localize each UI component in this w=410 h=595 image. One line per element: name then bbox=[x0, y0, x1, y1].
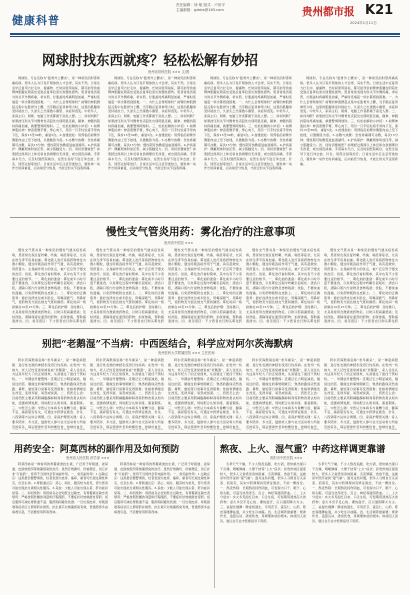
article-col: 阿尔茨海默病俗称“老年痴呆”，是一种起病隐匿、进行性发展的神经系统退行性疾病。在贵州一些地方，老人记性变差常被说成“老鹅湿”，家人往往认为这是年纪大了的正常现象，从而错过了最佳干预时机。一、早期信号要警惕：近期记忆力明显减退，刚说过的话、刚做过的事转眼就忘；熟悉的路线突然迷路；算账、做饭等日常事务变得困难；性格和情绪发生改变，变得多疑、易怒或淡漠。二、西医怎么治：目前西医主要采用胆碱酯酶抑制剂等药物改善认知功能，延缓病情进展，同时配合认知训练、康复锻炼。三、中医怎么调：中医认为本病多与肾精亏虚、髓海不足、痰瘀阻窍有关，可通过中药辨证施治、针灸、八段锦等方法综合调理。四、家庭护理很关键：家人要多陪伴、多交流，鼓励老人参与社交活动和力所能及的家务，保证规律作息和均衡饮食，控制好血压、 bbox=[90, 358, 164, 429]
article-byline-tennis-elbow: 贵州省骨科医院 ××× 文/图 bbox=[148, 70, 190, 74]
page-number: K21 bbox=[365, 3, 394, 18]
article-col: 阿尔茨海默病俗称“老年痴呆”，是一种起病隐匿、进行性发展的神经系统退行性疾病。在贵州一些地方，老人记性变差常被说成“老鹅湿”，家人往往认为这是年纪大了的正常现象，从而错过了最佳干预时机。一、早期信号要警惕：近期记忆力明显减退，刚说过的话、刚做过的事转眼就忘；熟悉的路线突然迷路；算账、做饭等日常事务变得困难；性格和情绪发生改变，变得多疑、易怒或淡漠。二、西医怎么治：目前西医主要采用胆碱酯酶抑制剂等药物改善认知功能，延缓病情进展，同时配合认知训练、康复锻炼。三、中医怎么调：中医认为本病多与肾精亏虚、髓海不足、痰瘀阻窍有关，可通过中药辨证施治、针灸、八段锦等方法综合调理。四、家庭护理很关键：家人要多陪伴、多交流，鼓励老人参与社交活动和力所能及的家务，保证规律作息和均衡饮食，控制好血压、 bbox=[324, 358, 398, 429]
article-col: 阿尔茨海默病俗称“老年痴呆”，是一种起病隐匿、进行性发展的神经系统退行性疾病。在贵州一些地方，老人记性变差常被说成“老鹅湿”，家人往往认为这是年纪大了的正常现象，从而错过了最佳干预时机。一、早期信号要警惕：近期记忆力明显减退，刚说过的话、刚做过的事转眼就忘；熟悉的路线突然迷路；算账、做饭等日常事务变得困难；性格和情绪发生改变，变得多疑、易怒或淡漠。二、西医怎么治：目前西医主要采用胆碱酯酶抑制剂等药物改善认知功能，延缓病情进展，同时配合认知训练、康复锻炼。三、中医怎么调：中医认为本病多与肾精亏虚、髓海不足、痰瘀阻窍有关，可通过中药辨证施治、针灸、八段锦等方法综合调理。四、家庭护理很关键：家人要多陪伴、多交流，鼓励老人参与社交活动和力所能及的家务，保证规律作息和均衡饮食，控制好血压、 bbox=[12, 358, 86, 429]
article-byline-tcm: 贵阳市中医医院 ××× bbox=[270, 456, 303, 460]
section-divider bbox=[10, 328, 400, 329]
article-col: 冬季天气干燥，不少人熬夜追剧、吃火锅，很快就出现口干舌燥、咽喉肿痛、大便干结等“上火”症状；而贵州地区湿度较大，很多人又常感觉身体困重、舌苔厚腻、食欲不振，这就是中医所说的“湿气重”。面对这些问题，很多人习惯自行买凉茶、泡菊花，其实中药调理讲究辨证施治，不能一概而论。一、熬夜伤阴：长期熬夜耗伤阴血，可表现为口干、眼干、心烦失眠，可适当选用麦冬、百合、枸杞等滋阴养血。二、上火分虚实：实火多见面红目赤、口舌生疮，可短期用清热泻火的药物；虚火多见手足心热、潮热盗汗，应以滋阴降火为主。三、祛湿先健脾：脾虚则湿生，可用茯苓、薏苡仁、山药、陈皮等健脾祛湿，并少吃生冷油腻。四、生活调养最重要：规律作息、适量运动、清淡饮食，是调理体质的根本。体质因人而异，建议在专业中医师指导下用药。 bbox=[312, 462, 398, 523]
article-col: 阿莫西林是一种常用的青霉素类抗生素，广泛用于呼吸道、泌尿道、皮肤软组织等细菌感染的治疗。虽然疗效确切、价格便宜，但它并非“万能药”，使用不当同样会带来副作用。一、常见副作用：1.过敏反应：这是最需要警惕的，轻者表现为皮疹、瘙痒，重者可出现过敏性休克，危及生命。2.胃肠道反应：恶心、呕吐、腹泻较为常见，部分患者可能出现抗生素相关性腹泻。3.其他：少数人可能出现头晕、肝功能异常等。二、如何预防：用药前务必告知医生过敏史，有青霉素过敏史者禁用；严格按照医嘱的剂量和疗程服药，不要症状好转就擅自停药；饭后服用可减轻胃肠道不适；服药期间避免饮酒；一旦出现皮疹、呼吸困难等症状应立即停药并就医。抗生素只对细菌感染有效，普通感冒多由病毒引起，不需要使用阿莫西林。 bbox=[12, 462, 108, 514]
article-col: 慢性支气管炎是一种常见的慢性气道炎症性疾病，患者常出现反复咳嗽、咳痰、喘息等症状，尤其在秋冬季节容易加重。雾化吸入治疗是将药物转化为微小颗粒，通过呼吸直接作用于气道，具有起效快、用药量小、全身副作用少的优点，被广泛应用于慢支的治疗。但是，雾化治疗看似简单，其中也有不少需要注意的细节。一、雾化前的准备：雾化前半小时尽量不要进食，以免雾化过程中咳嗽引起呕吐；清洁口腔，清除口腔内分泌物及食物残渣；洗脸，不要抹油性面霜，以免药物吸附在皮肤上。二、雾化时的正确姿势：最好选择坐位或半卧位，用嘴深吸气、用鼻呼气，使药物充分到达细支气管和肺部。雾化时间一般控制在10至15分钟。三、雾化后的护理：及时漱口，尤其是使用含激素类药物后，以防口腔真菌感染；及时洗脸，清除残留在面部的药物；拍背排痰，帮助痰液排出。四、常见误区：不少患者自行购买雾化药 bbox=[168, 248, 242, 324]
article-byline-amoxicillin: 贵州省人民医院 药学部 ××× bbox=[66, 456, 110, 460]
article-byline-alzheimers: 贵州医科大学附属医院 ××× 主任医师 bbox=[158, 351, 215, 355]
page-header bbox=[0, 0, 410, 36]
article-col: 网球肘，专业名称为“肱骨外上髁炎”，是一种常见的肘部疼痛疾病。很多人认为只有打网球的人才会得，其实不然。日常生活中反复用力拧毛巾、提重物、长时间使用鼠标，都可能导致前臂伸肌腱在附着处受到反复牵拉而出现慢性损伤。患者常常表现为肘关节外侧疼痛，拿东西、拧瓶盖时疼痛明显加重，严重时连端起一杯水都感到困难。一、为什么会得网球肘？前臂的伸肌群起点集中在肱骨外上髁，当手腕反复背伸用力时，这里的肌腱承受持续拉力，久而久之出现微小撕裂、炎症和退变。中老年人、家庭主妇、厨师、电脑工作者都属于高发人群。二、如何判断？如果按压肘关节外侧骨性突起处出现明显压痛，握拳、伸腕抗阻时疼痛加重，就要警惕网球肘。三、轻松松解的小妙招：1.前臂伸肌拉伸：伸直患侧手臂，掌心向下，用另一只手轻轻将手背向下压，保持15至30秒，重复5次。2.按揉放松：用拇指沿前臂外侧肌肉由上至下按揉，以微酸胀为度。3.冰敷与热敷：急性疼痛期可冰敷，每次15分钟；慢性期可热敷促进血液循环。4.护具保护：佩戴网球肘加压带，减少肌腱受力。四、何时需要就医？如果经过两周以上休息和自我调理仍无改善，或出现夜间痛、手部麻木无力，应及时到医院就诊，在医生指导下进行冲击波、针灸、局部注射等治疗。日常生活中应注意劳逸结合，避免单一动作长时间重复，运动前充分热身，才能让肘关节远离疼痛。 bbox=[300, 76, 398, 166]
article-byline-bronchitis: 贵州省中医院 ××× bbox=[164, 241, 194, 245]
article-title-alzheimers: 别把“老鹅湿”不当病：中西医结合，科学应对阿尔茨海默病 bbox=[42, 339, 293, 350]
article-col: 慢性支气管炎是一种常见的慢性气道炎症性疾病，患者常出现反复咳嗽、咳痰、喘息等症状，尤其在秋冬季节容易加重。雾化吸入治疗是将药物转化为微小颗粒，通过呼吸直接作用于气道，具有起效快、用药量小、全身副作用少的优点，被广泛应用于慢支的治疗。但是，雾化治疗看似简单，其中也有不少需要注意的细节。一、雾化前的准备：雾化前半小时尽量不要进食，以免雾化过程中咳嗽引起呕吐；清洁口腔，清除口腔内分泌物及食物残渣；洗脸，不要抹油性面霜，以免药物吸附在皮肤上。二、雾化时的正确姿势：最好选择坐位或半卧位，用嘴深吸气、用鼻呼气，使药物充分到达细支气管和肺部。雾化时间一般控制在10至15分钟。三、雾化后的护理：及时漱口，尤其是使用含激素类药物后，以防口腔真菌感染；及时洗脸，清除残留在面部的药物；拍背排痰，帮助痰液排出。四、常见误区：不少患者自行购买雾化药 bbox=[246, 248, 320, 324]
header-rule-thin bbox=[10, 36, 400, 37]
article-col: 冬季天气干燥，不少人熬夜追剧、吃火锅，很快就出现口干舌燥、咽喉肿痛、大便干结等“上火”症状；而贵州地区湿度较大，很多人又常感觉身体困重、舌苔厚腻、食欲不振，这就是中医所说的“湿气重”。面对这些问题，很多人习惯自行买凉茶、泡菊花，其实中药调理讲究辨证施治，不能一概而论。一、熬夜伤阴：长期熬夜耗伤阴血，可表现为口干、眼干、心烦失眠，可适当选用麦冬、百合、枸杞等滋阴养血。二、上火分虚实：实火多见面红目赤、口舌生疮，可短期用清热泻火的药物；虚火多见手足心热、潮热盗汗，应以滋阴降火为主。三、祛湿先健脾：脾虚则湿生，可用茯苓、薏苡仁、山药、陈皮等健脾祛湿，并少吃生冷油腻。四、生活调养最重要：规律作息、适量运动、清淡饮食，是调理体质的根本。体质因人而异，建议在专业中医师指导下用药。 bbox=[220, 462, 306, 523]
article-col: 阿尔茨海默病俗称“老年痴呆”，是一种起病隐匿、进行性发展的神经系统退行性疾病。在贵州一些地方，老人记性变差常被说成“老鹅湿”，家人往往认为这是年纪大了的正常现象，从而错过了最佳干预时机。一、早期信号要警惕：近期记忆力明显减退，刚说过的话、刚做过的事转眼就忘；熟悉的路线突然迷路；算账、做饭等日常事务变得困难；性格和情绪发生改变，变得多疑、易怒或淡漠。二、西医怎么治：目前西医主要采用胆碱酯酶抑制剂等药物改善认知功能，延缓病情进展，同时配合认知训练、康复锻炼。三、中医怎么调：中医认为本病多与肾精亏虚、髓海不足、痰瘀阻窍有关，可通过中药辨证施治、针灸、八段锦等方法综合调理。四、家庭护理很关键：家人要多陪伴、多交流，鼓励老人参与社交活动和力所能及的家务，保证规律作息和均衡饮食，控制好血压、 bbox=[246, 358, 320, 429]
article-col: 慢性支气管炎是一种常见的慢性气道炎症性疾病，患者常出现反复咳嗽、咳痰、喘息等症状，尤其在秋冬季节容易加重。雾化吸入治疗是将药物转化为微小颗粒，通过呼吸直接作用于气道，具有起效快、用药量小、全身副作用少的优点，被广泛应用于慢支的治疗。但是，雾化治疗看似简单，其中也有不少需要注意的细节。一、雾化前的准备：雾化前半小时尽量不要进食，以免雾化过程中咳嗽引起呕吐；清洁口腔，清除口腔内分泌物及食物残渣；洗脸，不要抹油性面霜，以免药物吸附在皮肤上。二、雾化时的正确姿势：最好选择坐位或半卧位，用嘴深吸气、用鼻呼气，使药物充分到达细支气管和肺部。雾化时间一般控制在10至15分钟。三、雾化后的护理：及时漱口，尤其是使用含激素类药物后，以防口腔真菌感染；及时洗脸，清除残留在面部的药物；拍背排痰，帮助痰液排出。四、常见误区：不少患者自行购买雾化药 bbox=[90, 248, 164, 324]
article-col: 网球肘，专业名称为“肱骨外上髁炎”，是一种常见的肘部疼痛疾病。很多人认为只有打网球的人才会得，其实不然。日常生活中反复用力拧毛巾、提重物、长时间使用鼠标，都可能导致前臂伸肌腱在附着处受到反复牵拉而出现慢性损伤。患者常常表现为肘关节外侧疼痛，拿东西、拧瓶盖时疼痛明显加重，严重时连端起一杯水都感到困难。一、为什么会得网球肘？前臂的伸肌群起点集中在肱骨外上髁，当手腕反复背伸用力时，这里的肌腱承受持续拉力，久而久之出现微小撕裂、炎症和退变。中老年人、家庭主妇、厨师、电脑工作者都属于高发人群。二、如何判断？如果按压肘关节外侧骨性突起处出现明显压痛，握拳、伸腕抗阻时疼痛加重，就要警惕网球肘。三、轻松松解的小妙招：1.前臂伸肌拉伸：伸直患侧手臂，掌心向下，用另一只手轻轻将手背向下压，保持15至30秒，重复5次。2.按揉放松：用拇指沿前臂外侧肌肉由上至下按揉，以微酸胀为度。3.冰敷与热敷：急性疼痛期可冰敷，每次15分钟；慢性期可热敷促进血液循环。4.护具保护：佩戴网球肘加压带，减少肌腱受力。四、何时需要就医？如果经过两周以上休息和自我调理仍无改善，或出现夜间痛、手部麻木无力，应及时到医院就诊，在医生指导下进行冲击波、针灸、局部注射等治疗。日常生活中应注意劳逸结合，避免单一动作长时间重复，运动前充分热身，才能让肘关节远离疼痛。 bbox=[204, 76, 292, 171]
issue-date: 2024年1月11日 bbox=[350, 21, 377, 25]
article-title-tennis-elbow: 网球肘找东西就疼？轻松松解有妙招 bbox=[42, 53, 258, 69]
newspaper-logo: 贵州都市报 bbox=[302, 6, 355, 18]
article-col: 阿尔茨海默病俗称“老年痴呆”，是一种起病隐匿、进行性发展的神经系统退行性疾病。在贵州一些地方，老人记性变差常被说成“老鹅湿”，家人往往认为这是年纪大了的正常现象，从而错过了最佳干预时机。一、早期信号要警惕：近期记忆力明显减退，刚说过的话、刚做过的事转眼就忘；熟悉的路线突然迷路；算账、做饭等日常事务变得困难；性格和情绪发生改变，变得多疑、易怒或淡漠。二、西医怎么治：目前西医主要采用胆碱酯酶抑制剂等药物改善认知功能，延缓病情进展，同时配合认知训练、康复锻炼。三、中医怎么调：中医认为本病多与肾精亏虚、髓海不足、痰瘀阻窍有关，可通过中药辨证施治、针灸、八段锦等方法综合调理。四、家庭护理很关键：家人要多陪伴、多交流，鼓励老人参与社交活动和力所能及的家务，保证规律作息和均衡饮食，控制好血压、 bbox=[168, 358, 242, 429]
email-line: 主编邮箱：gzbbs@163.com bbox=[176, 8, 224, 13]
article-col: 慢性支气管炎是一种常见的慢性气道炎症性疾病，患者常出现反复咳嗽、咳痰、喘息等症状，尤其在秋冬季节容易加重。雾化吸入治疗是将药物转化为微小颗粒，通过呼吸直接作用于气道，具有起效快、用药量小、全身副作用少的优点，被广泛应用于慢支的治疗。但是，雾化治疗看似简单，其中也有不少需要注意的细节。一、雾化前的准备：雾化前半小时尽量不要进食，以免雾化过程中咳嗽引起呕吐；清洁口腔，清除口腔内分泌物及食物残渣；洗脸，不要抹油性面霜，以免药物吸附在皮肤上。二、雾化时的正确姿势：最好选择坐位或半卧位，用嘴深吸气、用鼻呼气，使药物充分到达细支气管和肺部。雾化时间一般控制在10至15分钟。三、雾化后的护理：及时漱口，尤其是使用含激素类药物后，以防口腔真菌感染；及时洗脸，清除残留在面部的药物；拍背排痰，帮助痰液排出。四、常见误区：不少患者自行购买雾化药 bbox=[12, 248, 86, 324]
article-title-amoxicillin: 用药安全：阿莫西林的副作用及如何预防 bbox=[14, 444, 180, 455]
article-col: 网球肘，专业名称为“肱骨外上髁炎”，是一种常见的肘部疼痛疾病。很多人认为只有打网球的人才会得，其实不然。日常生活中反复用力拧毛巾、提重物、长时间使用鼠标，都可能导致前臂伸肌腱在附着处受到反复牵拉而出现慢性损伤。患者常常表现为肘关节外侧疼痛，拿东西、拧瓶盖时疼痛明显加重，严重时连端起一杯水都感到困难。一、为什么会得网球肘？前臂的伸肌群起点集中在肱骨外上髁，当手腕反复背伸用力时，这里的肌腱承受持续拉力，久而久之出现微小撕裂、炎症和退变。中老年人、家庭主妇、厨师、电脑工作者都属于高发人群。二、如何判断？如果按压肘关节外侧骨性突起处出现明显压痛，握拳、伸腕抗阻时疼痛加重，就要警惕网球肘。三、轻松松解的小妙招：1.前臂伸肌拉伸：伸直患侧手臂，掌心向下，用另一只手轻轻将手背向下压，保持15至30秒，重复5次。2.按揉放松：用拇指沿前臂外侧肌肉由上至下按揉，以微酸胀为度。3.冰敷与热敷：急性疼痛期可冰敷，每次15分钟；慢性期可热敷促进血液循环。4.护具保护：佩戴网球肘加压带，减少肌腱受力。四、何时需要就医？如果经过两周以上休息和自我调理仍无改善，或出现夜间痛、手部麻木无力，应及时到医院就诊，在医生指导下进行冲击波、针灸、局部注射等治疗。日常生活中应注意劳逸结合，避免单一动作长时间重复，运动前充分热身，才能让肘关节远离疼痛。 bbox=[12, 76, 100, 171]
header-rule bbox=[10, 33, 400, 35]
column-rule bbox=[214, 436, 215, 588]
article-col: 阿莫西林是一种常用的青霉素类抗生素，广泛用于呼吸道、泌尿道、皮肤软组织等细菌感染的治疗。虽然疗效确切、价格便宜，但它并非“万能药”，使用不当同样会带来副作用。一、常见副作用：1.过敏反应：这是最需要警惕的，轻者表现为皮疹、瘙痒，重者可出现过敏性休克，危及生命。2.胃肠道反应：恶心、呕吐、腹泻较为常见，部分患者可能出现抗生素相关性腹泻。3.其他：少数人可能出现头晕、肝功能异常等。二、如何预防：用药前务必告知医生过敏史，有青霉素过敏史者禁用；严格按照医嘱的剂量和疗程服药，不要症状好转就擅自停药；饭后服用可减轻胃肠道不适；服药期间避免饮酒；一旦出现皮疹、呼吸困难等症状应立即停药并就医。抗生素只对细菌感染有效，普通感冒多由病毒引起，不需要使用阿莫西林。 bbox=[114, 462, 210, 514]
article-col: 慢性支气管炎是一种常见的慢性气道炎症性疾病，患者常出现反复咳嗽、咳痰、喘息等症状，尤其在秋冬季节容易加重。雾化吸入治疗是将药物转化为微小颗粒，通过呼吸直接作用于气道，具有起效快、用药量小、全身副作用少的优点，被广泛应用于慢支的治疗。但是，雾化治疗看似简单，其中也有不少需要注意的细节。一、雾化前的准备：雾化前半小时尽量不要进食，以免雾化过程中咳嗽引起呕吐；清洁口腔，清除口腔内分泌物及食物残渣；洗脸，不要抹油性面霜，以免药物吸附在皮肤上。二、雾化时的正确姿势：最好选择坐位或半卧位，用嘴深吸气、用鼻呼气，使药物充分到达细支气管和肺部。雾化时间一般控制在10至15分钟。三、雾化后的护理：及时漱口，尤其是使用含激素类药物后，以防口腔真菌感染；及时洗脸，清除残留在面部的药物；拍背排痰，帮助痰液排出。四、常见误区：不少患者自行购买雾化药 bbox=[324, 248, 398, 324]
editor-line: 责任编辑：徐 敏 版式：卢世平 bbox=[176, 3, 226, 7]
section-divider bbox=[10, 433, 400, 434]
article-title-tcm: 熬夜、上火、湿气重？中药这样调更靠谱 bbox=[220, 444, 386, 455]
editor-info bbox=[176, 3, 225, 13]
article-title-bronchitis: 慢性支气管炎用药：雾化治疗的注意事项 bbox=[106, 226, 295, 238]
section-title: 健康科普 bbox=[12, 14, 60, 27]
article-col: 网球肘，专业名称为“肱骨外上髁炎”，是一种常见的肘部疼痛疾病。很多人认为只有打网球的人才会得，其实不然。日常生活中反复用力拧毛巾、提重物、长时间使用鼠标，都可能导致前臂伸肌腱在附着处受到反复牵拉而出现慢性损伤。患者常常表现为肘关节外侧疼痛，拿东西、拧瓶盖时疼痛明显加重，严重时连端起一杯水都感到困难。一、为什么会得网球肘？前臂的伸肌群起点集中在肱骨外上髁，当手腕反复背伸用力时，这里的肌腱承受持续拉力，久而久之出现微小撕裂、炎症和退变。中老年人、家庭主妇、厨师、电脑工作者都属于高发人群。二、如何判断？如果按压肘关节外侧骨性突起处出现明显压痛，握拳、伸腕抗阻时疼痛加重，就要警惕网球肘。三、轻松松解的小妙招：1.前臂伸肌拉伸：伸直患侧手臂，掌心向下，用另一只手轻轻将手背向下压，保持15至30秒，重复5次。2.按揉放松：用拇指沿前臂外侧肌肉由上至下按揉，以微酸胀为度。3.冰敷与热敷：急性疼痛期可冰敷，每次15分钟；慢性期可热敷促进血液循环。4.护具保护：佩戴网球肘加压带，减少肌腱受力。四、何时需要就医？如果经过两周以上休息和自我调理仍无改善，或出现夜间痛、手部麻木无力，应及时到医院就诊，在医生指导下进行冲击波、针灸、局部注射等治疗。日常生活中应注意劳逸结合，避免单一动作长时间重复，运动前充分热身，才能让肘关节远离疼痛。 bbox=[108, 76, 196, 171]
section-divider bbox=[10, 217, 400, 218]
